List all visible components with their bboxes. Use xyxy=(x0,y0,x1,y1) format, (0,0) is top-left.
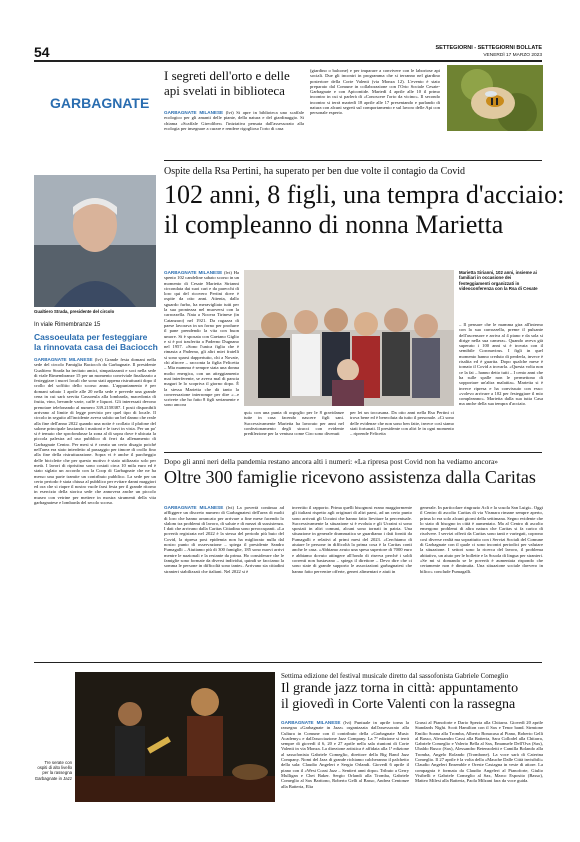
rsa-col1 xyxy=(164,270,239,408)
section-rule-1 xyxy=(164,160,542,161)
rsa-col2: qui» con una punta di orgoglio per le 8 gravidanze tutte in casa facendo nascere figli sani. Successivamente Marietta ha lavorato per anni nel confezionamento degli stracci con evidente predilezione per la ventura come Ciro sono divenuti xyxy=(244,410,344,437)
jazz-title-line1: Il grande jazz torna in città: appuntamento xyxy=(281,681,519,696)
caritas-lead: GARBAGNATE MILANESE xyxy=(164,505,224,510)
rsa-col1-text: (lvt) Ha spento 102 candeline sabato scorso in un momento di Cesate Marietta Sirianni circondata dai suoi cari e da parecchi di loro qui del ricovero Pertini dove è ospite da otto anni. Attenta, dallo sguardo furbo, ha meravigliato tutti per la sua prontezza nel muoversi con la carrozzella. Nata a Nocera Tirinese (in Catanzaro) nel 1921. Da ragazza di paese lavorava in un forno per produrre il pane prendendo la vita con buon umore. Si è sposata con Gaetano Giglio e si è poi trasferita a Paderno Dugnano nel 1957. xyxy=(164,270,240,350)
portrait-man-icon xyxy=(34,175,156,307)
casa-title-line1: Cassoeulata per festeggiare xyxy=(34,332,148,342)
jazz-band-icon xyxy=(75,672,275,802)
orto-title-line1: I segreti dell'orto e delle xyxy=(164,68,290,83)
rsa-title-line1: 102 anni, 8 figli, una tempra d'acciaio: xyxy=(164,180,565,209)
orto-title xyxy=(164,68,290,98)
rsa-col3: per lei un toccasana. Da otto anni nella Rsa Pertini ci trova bene ed è benvoluta da tutto il personale. «Ci sono delle evidenze che non sono ben fatte, invece così siamo stati fortunati. Il presidente con altri le in ogni momento – riprende Felicetta xyxy=(350,410,454,437)
orto-col1 xyxy=(164,110,304,131)
jazz-photo-caption: Tre serate con ospiti di alto livello per la rassegna Garbagnate in Jazz xyxy=(34,760,72,781)
casa-body: (lvt) Grande festa domani nella sede del circolo Famiglia Baciocch da Garbagnate. Il presidente Gualtiero Strada ha invitato amici, simpatizzanti e soci nella sede di viale Rimembranze 15 per un momento conviviale finalizzato a festeggiare i nuovi locali che sono stati appena ristrutturati dopo il crollo del soffitto dello scorso anno. L'appuntamento è per domani sabato 1 aprile alle 20 nella sede e prevede una grande cena in cui sarà servita Cassoeula alla lombarda, macedonia di frutta, vino, bevande varie, caffè e liquori. Gli interessati devono prenotare telefonando al numero 339.2158387. I posti disponibili arrivano al limite di legge previsto per quel tipo di locale. Il circolo in seguito all'incidente aveva subito un bel danno che reale alla fine dell'anno 2022 quando una notte è crollato il plafone del salone principale lasciando i mattoni e le travi in vista. Per un po' si è temuto che sprofondasse la zona al di sopra dove è ubicata la piccola palestra ad uso pubblico di ferri da allenamento di Garbagnate Centro. Per mesi si è creato un certo disagio poiché nell'area era stato interdetto al passaggio per timore di crollo fino alla fine della ristrutturazione. Sopra vi è anche il parcheggio delle biciclette che per questo motivo è stato utilizzato solo per metà. I lavori di ripristino sono costati circa 10 mila euro ed è stato siglato un accordo con la Coop di Garbagnate che ne ha messo una parte tramite un contributo pubblico. La sede per un certo periodo è stata chiusa al pubblico per evitare danni maggiori ed ora che si riapre il nostro vuole farsi festa per il grande ritorno in esercizio della storica sede che annovera anche un piccolo museo con vetrine per mettere in mostra strumenti della vita garbagnatese e lombarda del secolo scorso. xyxy=(34,357,157,506)
orto-col2: (giardino o balcone) e per imparare a convivere con le laboriose api sociali. Due gli incontri in programma che si terranno nel giardino posteriore della Corte Valenti (via Monza 12). L'evento è stato preparato dal Comune in collaborazione con l'Orto Sociale Cesate-Garbagnate e con Apicontide. Martedì 4 aprile alle 10 il primo incontro in cui si parlerà di «Conoscere l'orto da vicino». Il secondo incontro si terrà martedì 18 aprile alle 17 presentando e parlando di natura con alcuni segreti sul comportamento e sul lavoro delle Api con personale esperto. xyxy=(310,68,440,116)
page-number: 54 xyxy=(34,44,50,60)
bee-flower-icon xyxy=(447,65,543,131)
rsa-kicker: Ospite della Rsa Pertini, ha superato per ben due volte il contagio da Covid xyxy=(164,166,466,177)
jazz-col1-text: (lvt) Puntuale in aprile torna la rassegna «Garbagnate in Jazz» organizzata dall'assessorato alla Cultura in Comune con il contributo della «Garbagnate Music Academy» e dall'associazione Jazz Company. La 7ª edizione si terrà sempre di giovedì il 6, 20 e 27 aprile nella sala riunioni di Corte Valenti in via Monza. La direzione artistica è affidata alla 1ª edizione al sassofonista Gabriele Comeglio, direttore della Big Band Jazz Company. Nomi del Jazz di grande richiamo calcheranno il palchetto della sala: Claudio Angeleri e Sergio Orlandi. Giovedì 6 aprile il piano con il «West Coast Jazz – Sentieri anni dopo» Tributo a Gerry Mulligan e Chet Baker. Sergio Orlandi alla Tromba, Gabriele Comeglio al Sax Baritono, Roberto Gelli al Basso, Andrea Centonze alla Batteria, Elia xyxy=(281,720,409,789)
caritas-col1 xyxy=(164,505,284,574)
casa-title-line2: la rinnovata casa dei Baciocch xyxy=(34,342,158,352)
strada-caption: Gualtiero Strada, presidente del circolo xyxy=(34,309,115,314)
caritas-kicker: Dopo gli anni neri della pandemia restano ancora alti i numeri: «La ripresa post Covid non ha vediamo ancora» xyxy=(164,457,499,466)
casa-kicker: In viale Rimembranze 15 xyxy=(34,322,101,328)
jazz-col1 xyxy=(281,720,409,789)
jazz-kicker: Settima edizione del festival musicale diretto dal sassofonista Gabriele Comeglio xyxy=(281,672,509,680)
jazz-title-line2: il giovedì in Corte Valenti con la rassegna xyxy=(281,697,516,712)
jazz-title xyxy=(281,681,518,713)
casa-text xyxy=(34,357,156,505)
casa-title xyxy=(34,332,158,352)
bee-photo xyxy=(447,65,543,131)
family-group-icon xyxy=(244,270,454,406)
jazz-photo xyxy=(75,672,275,802)
publication-name: SETTEGIORNI - SETTEGIORNI BOLLATE xyxy=(435,45,542,51)
issue-date: VENERDÌ 17 MARZO 2023 xyxy=(483,53,542,58)
section-rule-3 xyxy=(34,662,542,663)
family-photo xyxy=(244,270,454,406)
rsa-col1b-text: «Sono l'unica figlia che è rimasta a Paderno, gli altri miei fratelli si sono sparsi dappertutto, chi a Novate, chi altrove – racconta la figlia Felicetta – Mia mamma è sempre stata una donna molto energica, con un atteggiamento mai interferente, se aveva mal di pancia magari le lo scopriva il giorno dopo. È la stessa Marietta che dà tanto la conversazione interrompe per dire «...e scrivete che ho fatto 8 figli seriamente e sono ancora xyxy=(164,344,239,408)
jazz-col2: Grassi al Pianoforte e Dario Spezia alla Chitarra. Giovedì 20 aprile Standards Night. Scott Hamilton con il Sax e Tenor band. Sirmione Emilio Soana alla Tromba, Alberto Bonacasa al Piano, Roberto Gelli al Basso, Alessandro Cassi alla Batteria, Sara Collodel alla Chitarra, Gabriele Comeglio e Valerio Bella al Sax, Emanuele Dell'Ova (Sax), Ubaldo Busco (Sax), Alessandro Betenzoletti e Camilla Bolando alla Tromba, Angelo Rolando (Trombone). La voce sarà di Caterina Comeglio. Il 27 aprile è la volta della «Mauche Dalle Città invisibili» Claudio Angeleri Ensemble e Oreste Castagna in veste di attore. La compagnia è formata da Claudio Angeleri al Pianoforte, Giulio Visibelli e Gabriele Comeglio al Sax, Marco Esposito (Basso), Matteo Milesi alla Batteria, Paola Milzani fara da voce guida. xyxy=(415,720,543,784)
section-title: GARBAGNATE xyxy=(50,95,150,111)
caritas-col1-text: (lvt) La povertà continua ad affliggere un discreto numero di Garbagnatesi dell'area di molti di loro che hanno arrancato per arrivare a fine mese facendo lo slalom tra problemi di lavoro, di salute e di mezzi di sussistenza. I dati che arrivano dalla Caritas Cittadina sono preoccupanti. «La povertà registrata nel 2022 è la stessa del periodo più buio del Covid, la ripresa post epidemia non ha migliorato nulla dal nostro punto di osservazione – spiega il presidente Sandro Fumagalli – Aiutiamo più di 300 famiglie, 185 sono nuovi arrivi mentre le nazionali e la restante da prima. Ho considerare che le famiglie sono formate da diversi individui, quindi se facciamo la somma le persone in difficoltà sono tante». Arrivano sia cittadini stranieri stabilizzati che italiani. Nel 2022 si è xyxy=(164,505,284,574)
rsa-caption: Marietta Sirianni, 102 anni, insieme ai familiari in occasione dei festeggiamenti organizzati in videoconferenza con la Rsa di Cesate xyxy=(459,270,538,291)
rsa-title xyxy=(164,180,564,240)
orto-lead: GARBAGNATE MILANESE xyxy=(164,110,224,115)
strada-photo xyxy=(34,175,156,307)
header-rule xyxy=(34,60,542,62)
caritas-title: Oltre 300 famiglie ricevono assistenza dalla Caritas xyxy=(164,467,536,487)
orto-title-line2: api svelati in biblioteca xyxy=(164,83,285,98)
orto-col1-text: (lvt) Si apre in biblioteca uno scaffale ecologico per gli amanti delle piante, della natura e del giardinaggio. Si chiama «Scaffale Gireoliber» l'iniziativa pensata dall'assessorato alla ecologia per insegnare a curare e rendere rigoglioso l'orto di casa xyxy=(164,110,304,131)
section-rule-2 xyxy=(164,452,542,453)
rsa-title-line2: il compleanno di nonna Marietta xyxy=(164,210,504,239)
casa-lead: GARBAGNATE MILANESE xyxy=(34,357,93,362)
jazz-lead: GARBAGNATE MILANESE xyxy=(281,720,341,725)
caritas-col2: invertito il rapporto. Prima quelli bisognosi erano maggiormente gli italiani rispetto agli originari di altri paesi, ad un certo punto sono arrivati gli Ucraini che hanno fatto lievitare la percentuale. Successivamente la situazione si è evoluta e gli Ucraini si sono spostati in altri comuni, alcuni sono tornati in patria. Una situazione in generale drammatica se guardiamo i dati forniti da Fumagalli e relativi al primi mesi del 2023. «Cerchiamo di aiutare le persone in difficoltà la prima cosa è la Caritas conti anche le casa. «Abbiamo avuto una spesa superiore di 7000 euro e abbiamo dovuto attingere all'fondo di riserva perché i soldi correnti non bastavano – spiega il direttore – Devo dire che ci sono state di grande supporto le associazioni garbagnatesi che hanno fatto pervenire offerte, generi alimentari e aiuti in xyxy=(292,505,412,574)
caritas-col3: generale. In particolare ringrazio Acli e la scuola San Luigi». Oggi il Centro di ascolto Caritas di via Vismara rimane sempre aperto, prima lo era solo alcuni giorni della settimana. Segno evidente che lo stato di bisogno in città è aumentato. Ma al Centro di ascolto emergono problemi di altra natura che Caritas si fa carico di risolvere. I servizi offerti da Caritas sono tanti e variegati, coprono così diverse realtà ma soprattutto con i Servizi Sociali del Comune di Garbagnate con il quale ci sono incontri periodici per valutare la situazione. I settori sono la ricerca del lavoro, il problema abitativo, un aiuto per le bollette e la Scuola di lingua per stranieri. «Se mi si domanda se le povertà è aumentata rispondo che certamente non è diminuita. Una situazione sociale davvero in bilico» conclude Fumagalli. xyxy=(420,505,543,574)
rsa-col4: – Il pensare che le mamma gira all'interno con la sua carrozzella, preme il pulsante dell'ascensore e arriva al 4 piano e da sola si dirige nella sua camera». Quando aveva già superato i 100 anni si è trovata con il semibile Coronavirus. I figli in quel momento hanno creduto di perderla, invece è risalita ed è guarita. Dopo qualche mese è tornato il Covid a trovarla. «Questa volta non ce la fai – hanno detto tutti – I cento anni che ha sulle spalle non le permettono di sopportare un'altra malattia». Marietta si è invece ripresa e ha convissuto con esso: «volevo arrivare a 102 per festeggiare il mio compleanno». Marietta dalla sua tutta Casa ma anche della sua tempra d'acciaio. xyxy=(459,322,543,407)
rsa-lead: GARBAGNATE MILANESE xyxy=(164,270,223,275)
